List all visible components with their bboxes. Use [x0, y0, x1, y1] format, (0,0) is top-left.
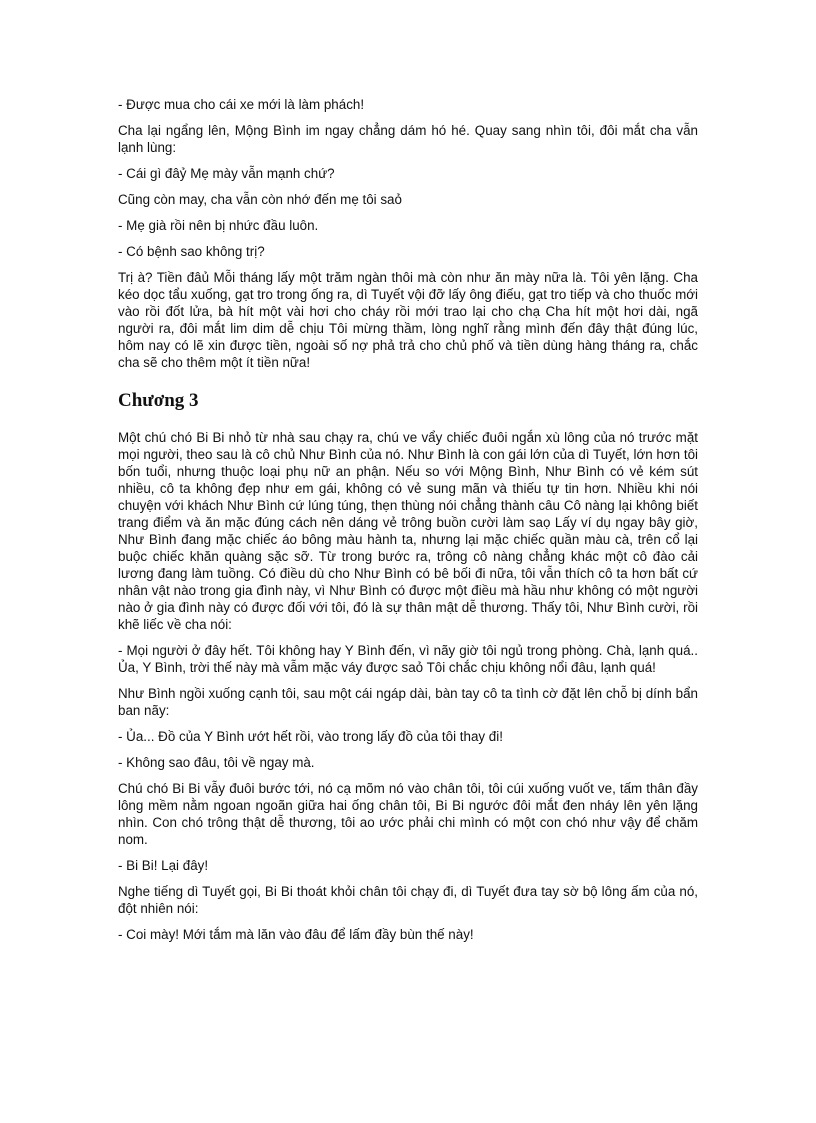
- chapter-heading: Chương 3: [118, 390, 199, 411]
- paragraph: - Không sao đâu, tôi về ngay mà.: [118, 755, 315, 770]
- paragraph: - Mẹ già rồi nên bị nhức đầu luôn.: [118, 218, 319, 233]
- paragraph: - Cái gì đâỷ Mẹ mày vẫn mạnh chứ?: [118, 166, 335, 181]
- paragraph: Một chú chó Bi Bi nhỏ từ nhà sau chạy ra, chú ve vẩy chiếc đuôi ngắn xù lông của nó trước mặt mọi người, theo sau là cô chủ Như Bình của nó. Như Bình là con gái lớn của dì Tuyết, lớn hơn tôi bốn tuổi, nhưng thuộc loại phụ nữ an phận. Nếu so với Mộng Bình, Như Bình có vẻ kém sút nhiều, cô ta không đẹp như em gái, không có vẻ sung mãn và thiếu tự tin hơn. Nhiều khi nói chuyện với khách Như Bình cứ lúng túng, thẹn thùng nói chẳng thành câu Cô nàng lại không biết trang điểm và ăn mặc đúng cách nên dáng vẻ trông buồn cười làm saọ Lấy ví dụ ngay bây giờ, Như Bình đang mặc chiếc áo bông màu hành ta, nhưng lại mặc chiếc quần màu cà, trên cổ lại buộc chiếc khăn quàng sặc sỡ. Từ trong bước ra, trông cô nàng chẳng khác một cô đào cải lương đang làm tuồng. Có điều dù cho Như Bình có bê bối đi nữa, tôi vẫn thích cô ta hơn bất cứ nhân vật nào trong gia đình này, vì Như Bình có được một điều mà hầu như không có một người nào ở gia đình này có được đối với tôi, đó là sự thân mật dễ thương. Thấy tôi, Như Bình cười, rồi khẽ liếc về cha nói:: [118, 430, 698, 632]
- paragraph: - Coi mày! Mới tắm mà lăn vào đâu để lấm đầy bùn thế này!: [118, 927, 474, 942]
- paragraph: Như Bình ngồi xuống cạnh tôi, sau một cái ngáp dài, bàn tay cô ta tình cờ đặt lên chỗ bị dính bẩn ban nãy:: [118, 686, 698, 718]
- paragraph: Cũng còn may, cha vẫn còn nhớ đến mẹ tôi saỏ: [118, 192, 402, 207]
- paragraph: Nghe tiếng dì Tuyết gọi, Bi Bi thoát khỏi chân tôi chạy đi, dì Tuyết đưa tay sờ bộ lông ấm của nó, đột nhiên nói:: [118, 884, 698, 916]
- paragraph: - Được mua cho cái xe mới là làm phách!: [118, 97, 365, 112]
- paragraph: - Có bệnh sao không trị?: [118, 244, 265, 259]
- document-body: [118, 96, 698, 952]
- paragraph: Cha lại ngẩng lên, Mộng Bình im ngay chẳng dám hó hé. Quay sang nhìn tôi, đôi mắt cha vẫn lạnh lùng:: [118, 123, 698, 155]
- paragraph: - Mọi người ở đây hết. Tôi không hay Y Bình đến, vì nãy giờ tôi ngủ trong phòng. Chà, lạnh quá.. Ủa, Y Bình, trời thế này mà vẫm mặc váy được saỏ Tôi chắc chịu không nổi đâu, lạnh quá!: [118, 643, 698, 675]
- paragraph: Chú chó Bi Bi vẫy đuôi bước tới, nó cạ mõm nó vào chân tôi, tôi cúi xuống vuốt ve, tấm thân đầy lông mềm nằm ngoan ngoãn giữa hai ống chân tôi, Bi Bi ngước đôi mắt đen nháy lên yên lặng nhìn. Con chó trông thật dễ thương, tôi ao ước phải chi mình có một con chó như vậy để chăm nom.: [118, 781, 698, 847]
- paragraph: - Bi Bi! Lại đây!: [118, 858, 209, 873]
- paragraph: Trị à? Tiền đâủ Mỗi tháng lấy một trăm ngàn thôi mà còn như ăn mày nữa là. Tôi yên lặng. Cha kéo dọc tẩu xuống, gạt tro trong ống ra, dì Tuyết vội đỡ lấy ông điếu, gạt tro tiếp và cho thuốc mới vào rồi đốt lửa, bà hít một vài hơi cho cháy rồi mới trao lại cho chạ Cha hít một hơi dài, ngã người ra, đôi mắt lim dim dễ chịu Tôi mừng thầm, lòng nghĩ rằng mình đến đây thật đúng lúc, hôm nay có lẽ xin được tiền, ngoài số nợ phả trả cho chủ phố và tiền dùng hàng tháng ra, chắc cha sẽ cho thêm một ít tiền nữa!: [118, 270, 698, 370]
- paragraph: - Ủa... Đồ của Y Bình ướt hết rồi, vào trong lấy đồ của tôi thay đi!: [118, 729, 503, 744]
